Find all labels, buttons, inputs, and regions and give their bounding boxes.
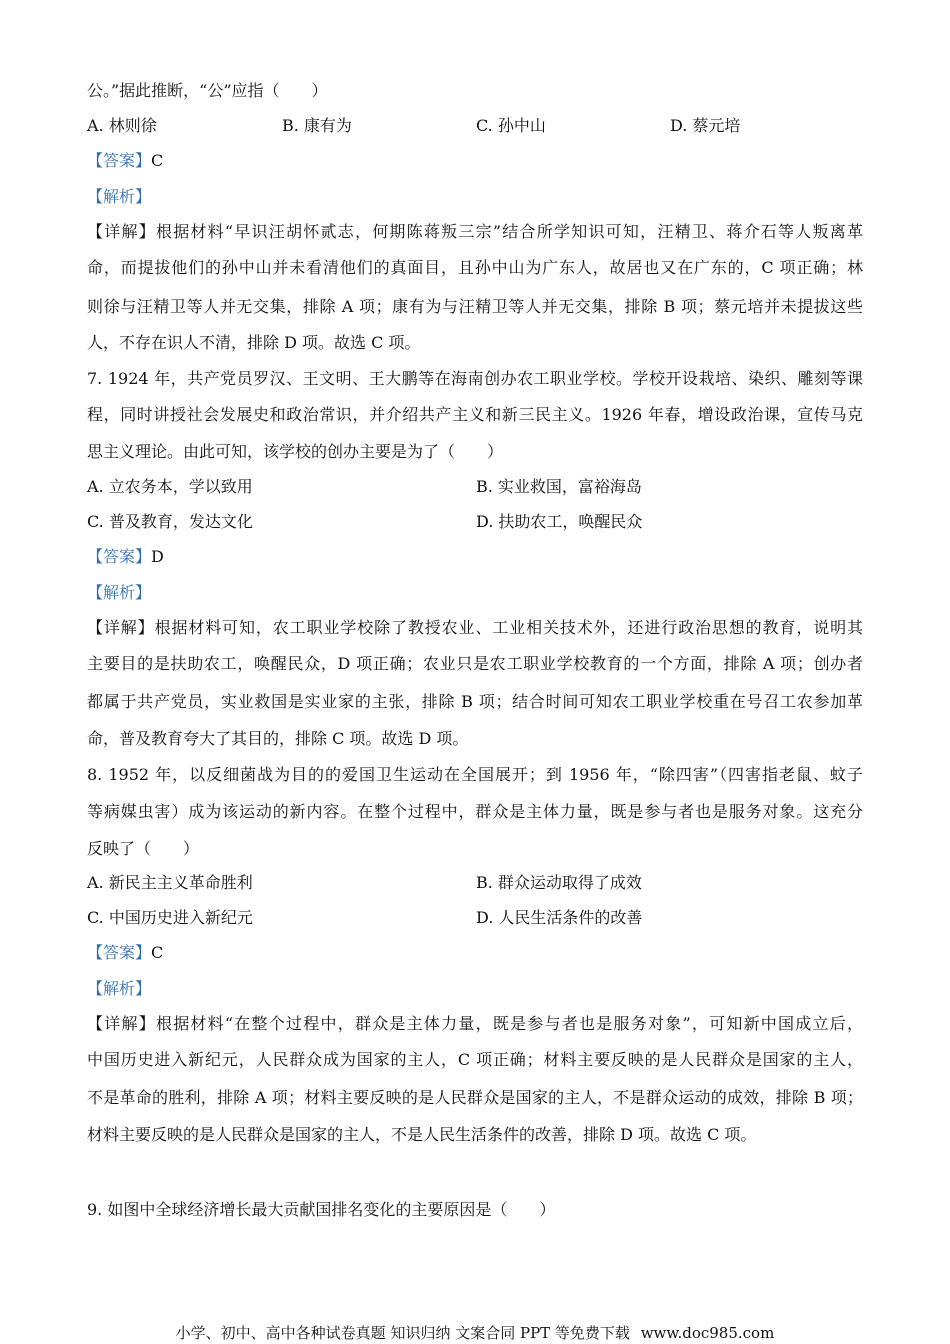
q7-detail-line-4: 命，普及教育夸大了其目的，排除 C 项。故选 D 项。 [87,729,469,748]
answer-label: 【答案】 [87,547,152,566]
q6-detail-line-2: 命，而提拔他们的孙中山并未看清他们的真面目，且孙中山为广东人，故居也又在广东的，C 项正确；林 [87,258,863,277]
detail-label: 【详解】 [87,618,155,637]
q7-analysis-heading [87,583,151,603]
q7-option-d: D. 扶助农工，唤醒民众 [476,512,643,531]
detail-label: 【详解】 [87,1014,156,1033]
q6-option-d: D. 蔡元培 [670,116,741,135]
q7-option-b: B. 实业救国，富裕海岛 [476,477,642,496]
q6-analysis-heading [87,187,151,207]
q8-option-b: B. 群众运动取得了成效 [476,873,642,892]
detail-label: 【详解】 [87,222,156,241]
footer-text: 小学、初中、高中各种试卷真题 知识归纳 文案合同 PPT 等免费下载 [175,1324,630,1342]
q8-detail-line-1 [87,1014,863,1034]
q7-stem-line-1: 7. 1924 年，共产党员罗汉、王文明、王大鹏等在海南创办农工职业学校。学校开设栽培、染织、雕刻等课 [87,369,863,388]
q6-option-b: B. 康有为 [282,116,352,135]
q6-detail-line-1 [87,222,863,242]
q8-option-a: A. 新民主主义革命胜利 [87,873,253,892]
q7-stem-line-2: 程，同时讲授社会发展史和政治常识，并介绍共产主义和新三民主义。1926 年春，增设政治课，宣传马克 [87,405,863,424]
q7-detail-line-2: 主要目的是扶助农工，唤醒民众，D 项正确；农业只是农工职业学校教育的一个方面，排除 A 项；创办者 [87,654,863,673]
q7-option-c: C. 普及教育，发达文化 [87,512,253,531]
q8-detail-line-4: 材料主要反映的是人民群众是国家的主人，不是人民生活条件的改善，排除 D 项。故选 C 项。 [87,1125,757,1144]
q8-option-d: D. 人民生活条件的改善 [476,908,643,927]
q6-answer [87,151,163,171]
q7-option-a: A. 立农务本，学以致用 [87,477,253,496]
q8-detail-text-1: 根据材料“在整个过程中，群众是主体力量，既是参与者也是服务对象”，可知新中国成立后， [155,1014,863,1033]
analysis-label: 【解析】 [87,583,152,602]
q7-answer-value: D [151,547,164,566]
q8-stem-line-1: 8. 1952 年，以反细菌战为目的的爱国卫生运动在全国展开；到 1956 年，“除四害”（四害指老鼠、蚊子 [87,765,863,784]
q7-detail-line-1 [87,618,863,638]
q6-option-a: A. 林则徐 [87,116,157,135]
q6-stem: 公。”据此推断，“公”应指（ ） [87,81,328,100]
page-footer [0,1323,950,1343]
answer-label: 【答案】 [87,943,152,962]
q8-stem-line-2: 等病媒虫害）成为该运动的新内容。在整个过程中，群众是主体力量，既是参与者也是服务对象。这充分 [87,802,863,821]
analysis-label: 【解析】 [87,979,152,998]
q8-answer-value: C [151,943,164,962]
q8-analysis-heading [87,979,151,999]
answer-label: 【答案】 [87,151,152,170]
footer-url[interactable]: www.doc985.com [640,1324,775,1342]
q7-answer [87,547,164,567]
q6-option-c: C. 孙中山 [476,116,546,135]
q6-answer-value: C [151,151,164,170]
q8-stem-line-3: 反映了（ ） [87,839,200,858]
q8-option-c: C. 中国历史进入新纪元 [87,908,253,927]
q8-answer [87,943,163,963]
q7-detail-line-3: 都属于共产党员，实业救国是实业家的主张，排除 B 项；结合时间可知农工职业学校重在号召工农参加革 [87,692,863,711]
q6-detail-line-3: 则徐与汪精卫等人并无交集，排除 A 项；康有为与汪精卫等人并无交集，排除 B 项；蔡元培并未提拔这些 [87,297,863,316]
q6-detail-line-4: 人，不存在识人不清，排除 D 项。故选 C 项。 [87,333,421,352]
q8-detail-line-2: 中国历史进入新纪元，人民群众成为国家的主人，C 项正确；材料主要反映的是人民群众是国家的主人， [87,1050,863,1069]
q7-stem-line-3: 思主义理论。由此可知，该学校的创办主要是为了（ ） [87,442,504,461]
q8-detail-line-3: 不是革命的胜利，排除 A 项；材料主要反映的是人民群众是国家的主人，不是群众运动的成效，排除 B 项； [87,1088,863,1107]
q6-detail-text-1: 根据材料“早识汪胡怀贰志，何期陈蒋叛三宗”结合所学知识可知，汪精卫、蒋介石等人叛离革 [155,222,863,241]
q7-detail-text-1: 根据材料可知，农工职业学校除了教授农业、工业相关技术外，还进行政治思想的教育，说明其 [154,618,863,637]
q9-stem: 9. 如图中全球经济增长最大贡献国排名变化的主要原因是（ ） [87,1200,556,1219]
analysis-label: 【解析】 [87,187,152,206]
